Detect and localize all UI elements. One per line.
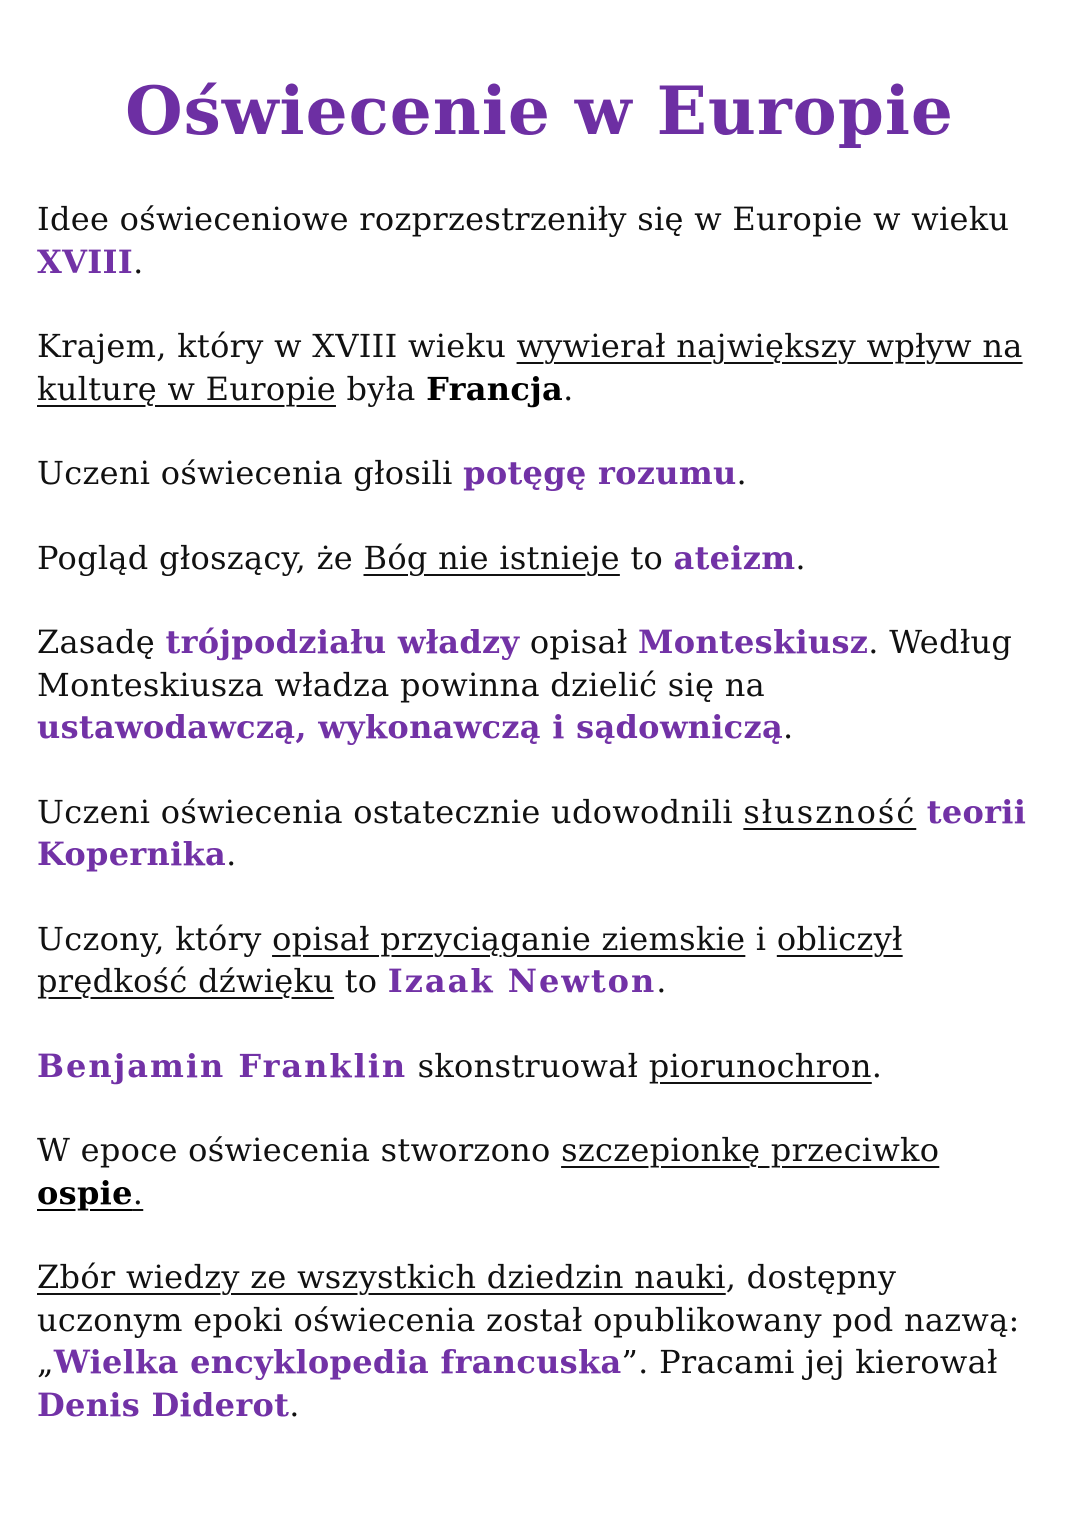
paragraph-century [37,198,1042,283]
punctuation: . [871,1046,883,1085]
text-segment: była [335,369,427,408]
highlight-separation-of-powers: trójpodziału władzy [165,623,520,661]
paragraph-copernicus [37,791,1042,876]
punctuation: . [782,708,794,746]
underlined-gravity: opisał przyciąganie ziemskie [272,919,746,958]
text-segment: opisał [519,623,638,661]
text-segment [916,793,926,831]
paragraph-reason [37,452,1042,495]
highlight-franklin: Benjamin Franklin [37,1046,408,1085]
underlined-knowledge: Zbór wiedzy ze wszystkich dziedzin nauki [37,1258,726,1296]
punctuation: . [795,538,806,577]
paragraph-franklin [37,1045,1042,1088]
notes-content [37,198,1042,1426]
text-segment: , dostępny uczonym epoki oświecenia został opublikowany pod nazwą: „ [37,1258,1020,1381]
highlight-newton: Izaak Newton [387,962,657,1000]
paragraph-vaccine [37,1129,1042,1214]
page-title: Oświecenie w Europie [125,72,954,150]
punctuation: . [226,835,237,873]
text-segment: Pogląd głoszący, że [37,538,364,577]
text-segment: to [334,962,388,1000]
paragraph-atheism [37,537,1042,580]
highlight-copernicus: teorii Kopernika [37,792,1027,873]
text-segment: Krajem, który w XVIII wieku [37,327,517,365]
text-segment: ”. Pracami jej kierował [621,1343,998,1381]
highlight-atheism: ateizm [673,538,796,577]
text-segment: Uczeni oświecenia głosili [37,454,464,492]
paragraph-montesquieu [37,621,1042,749]
highlight-montesquieu: Monteskiusz [638,623,869,661]
text-segment: . Według Monteskiusza władza powinna dzielić się na [37,623,1013,704]
underlined-sound-speed: obliczył prędkość dźwięku [37,919,903,1000]
bold-country: Francja [426,369,564,408]
highlight-encyclopedia: Wielka encyklopedia francuska [53,1343,622,1381]
text-segment: skonstruował [407,1046,649,1085]
underlined-correctness: słuszność [743,792,917,831]
paragraph-encyclopedia [37,1256,1042,1426]
text-segment: Uczeni oświecenia ostatecznie udowodnili [37,792,744,831]
punctuation: . [736,454,748,492]
underlined-god: Bóg nie istnieje [363,538,620,577]
underlined-lightning-rod: piorunochron [648,1046,872,1085]
highlight-century: XVIII [37,242,134,281]
bold-smallpox: ospie [37,1173,133,1212]
punctuation: . [133,242,144,281]
highlight-reason: potęgę rozumu [463,454,737,492]
text-segment: Idee oświeceniowe rozprzestrzeniły się w Europie w wieku [37,200,1010,238]
punctuation: . [289,1385,300,1424]
text-segment: W epoce oświecenia stworzono [37,1131,562,1169]
highlight-branches: ustawodawczą, wykonawczą i sądowniczą [37,708,783,746]
underlined-influence: wywierał największy wpływ na kulturę w Europie [37,327,1023,408]
underlined-vaccine: szczepionkę przeciwko [561,1131,940,1169]
paragraph-france [37,325,1042,410]
punctuation: . [132,1173,144,1212]
punctuation: . [656,962,667,1000]
highlight-diderot: Denis Diderot [37,1385,290,1424]
text-segment: Zasadę [37,623,166,661]
paragraph-newton [37,918,1042,1003]
text-segment: to [619,538,674,577]
text-segment: Uczony, który [37,919,273,958]
text-segment: i [745,919,777,958]
punctuation: . [563,369,574,408]
